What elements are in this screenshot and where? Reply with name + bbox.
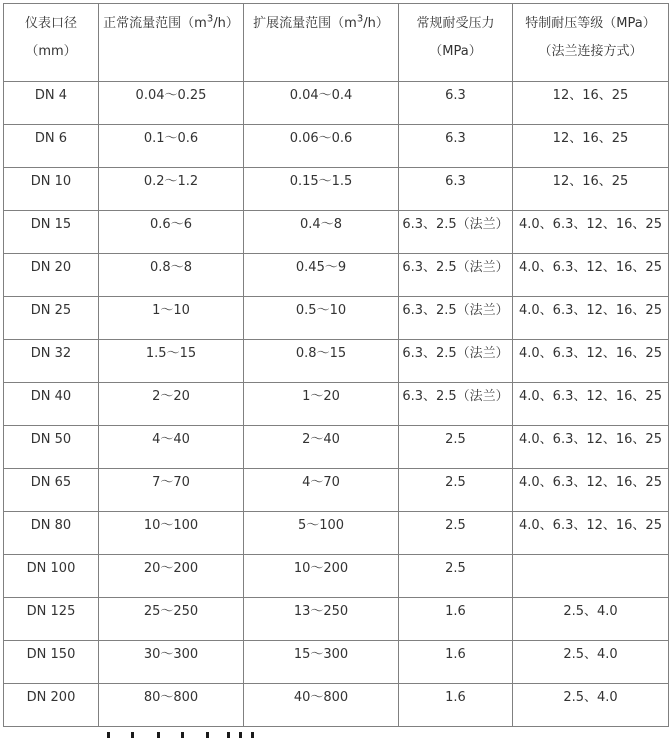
- cell-special-pressure: 4.0、6.3、12、16、25: [513, 211, 669, 254]
- header-extended-suffix: /h）: [363, 16, 389, 31]
- cell-normal-range: 4～40: [99, 426, 244, 469]
- cell-extended-range: 0.15～1.5: [244, 168, 399, 211]
- header-cell-diameter: 仪表口径（mm）: [4, 4, 99, 82]
- table-row: [4, 684, 669, 727]
- cell-normal-range: 1～10: [99, 297, 244, 340]
- cell-normal-range: 20～200: [99, 555, 244, 598]
- cell-dn: DN 15: [4, 211, 99, 254]
- cell-pressure: 2.5: [399, 555, 513, 598]
- cell-dn: DN 80: [4, 512, 99, 555]
- table-row: [4, 297, 669, 340]
- cell-dn: DN 6: [4, 125, 99, 168]
- cell-pressure: 6.3、2.5（法兰）: [399, 383, 513, 426]
- table-row: [4, 383, 669, 426]
- cell-normal-range: 0.6～6: [99, 211, 244, 254]
- cell-extended-range: 5～100: [244, 512, 399, 555]
- cell-dn: DN 40: [4, 383, 99, 426]
- cell-extended-range: 4～70: [244, 469, 399, 512]
- cell-pressure: 1.6: [399, 684, 513, 727]
- header-cell-special-pressure: 特制耐压等级（MPa）（法兰连接方式）: [513, 4, 669, 82]
- cell-extended-range: 10～200: [244, 555, 399, 598]
- table-row: [4, 125, 669, 168]
- header-normal-sup: 3: [206, 13, 214, 25]
- cell-special-pressure: 4.0、6.3、12、16、25: [513, 297, 669, 340]
- header-normal-prefix: 正常流量范围（m: [103, 16, 207, 31]
- cell-extended-range: 40～800: [244, 684, 399, 727]
- cell-dn: DN 200: [4, 684, 99, 727]
- cell-pressure: 2.5: [399, 512, 513, 555]
- header-extended-sup: 3: [356, 13, 364, 25]
- cell-normal-range: 1.5～15: [99, 340, 244, 383]
- cell-extended-range: 0.4～8: [244, 211, 399, 254]
- cell-dn: DN 65: [4, 469, 99, 512]
- cell-normal-range: 0.04～0.25: [99, 82, 244, 125]
- clipped-text-fragment: [0, 732, 671, 738]
- cell-extended-range: 13～250: [244, 598, 399, 641]
- cell-dn: DN 150: [4, 641, 99, 684]
- table-row: [4, 168, 669, 211]
- cell-extended-range: 2～40: [244, 426, 399, 469]
- cell-dn: DN 20: [4, 254, 99, 297]
- header-normal-suffix: /h）: [213, 16, 239, 31]
- cell-dn: DN 100: [4, 555, 99, 598]
- cell-special-pressure: 12、16、25: [513, 82, 669, 125]
- cell-normal-range: 10～100: [99, 512, 244, 555]
- cell-normal-range: 30～300: [99, 641, 244, 684]
- cell-normal-range: 2～20: [99, 383, 244, 426]
- cell-special-pressure: 4.0、6.3、12、16、25: [513, 426, 669, 469]
- cell-pressure: 6.3: [399, 125, 513, 168]
- cell-special-pressure: 4.0、6.3、12、16、25: [513, 254, 669, 297]
- cell-special-pressure: 4.0、6.3、12、16、25: [513, 340, 669, 383]
- table-row: [4, 469, 669, 512]
- cell-pressure: 6.3、2.5（法兰）: [399, 297, 513, 340]
- cell-dn: DN 25: [4, 297, 99, 340]
- table-row: [4, 555, 669, 598]
- cell-special-pressure: 4.0、6.3、12、16、25: [513, 512, 669, 555]
- cell-extended-range: 0.45～9: [244, 254, 399, 297]
- cell-dn: DN 125: [4, 598, 99, 641]
- cell-pressure: 2.5: [399, 426, 513, 469]
- header-row: [4, 4, 669, 82]
- cell-normal-range: 80～800: [99, 684, 244, 727]
- cell-dn: DN 32: [4, 340, 99, 383]
- header-cell-pressure: 常规耐受压力（MPa）: [399, 4, 513, 82]
- cell-extended-range: 0.8～15: [244, 340, 399, 383]
- cell-extended-range: 15～300: [244, 641, 399, 684]
- cell-pressure: 2.5: [399, 469, 513, 512]
- table-row: [4, 340, 669, 383]
- cell-dn: DN 50: [4, 426, 99, 469]
- cell-extended-range: 0.5～10: [244, 297, 399, 340]
- cell-special-pressure: 12、16、25: [513, 168, 669, 211]
- cell-extended-range: 0.04～0.4: [244, 82, 399, 125]
- header-extended-prefix: 扩展流量范围（m: [253, 16, 357, 31]
- cell-special-pressure: 2.5、4.0: [513, 598, 669, 641]
- table-row: [4, 211, 669, 254]
- header-cell-normal-range: [99, 4, 244, 82]
- cell-pressure: 6.3、2.5（法兰）: [399, 211, 513, 254]
- cell-extended-range: 1～20: [244, 383, 399, 426]
- cell-normal-range: 0.1～0.6: [99, 125, 244, 168]
- cell-pressure: 6.3: [399, 168, 513, 211]
- table-row: [4, 82, 669, 125]
- cell-extended-range: 0.06～0.6: [244, 125, 399, 168]
- table-row: [4, 598, 669, 641]
- cell-special-pressure: 4.0、6.3、12、16、25: [513, 383, 669, 426]
- cell-normal-range: 7～70: [99, 469, 244, 512]
- cell-normal-range: 0.8～8: [99, 254, 244, 297]
- cell-pressure: 6.3: [399, 82, 513, 125]
- table-row: [4, 641, 669, 684]
- flow-meter-spec-table: [3, 3, 669, 727]
- header-cell-extended-range: [244, 4, 399, 82]
- cell-pressure: 6.3、2.5（法兰）: [399, 340, 513, 383]
- cell-special-pressure: 12、16、25: [513, 125, 669, 168]
- cell-special-pressure: 4.0、6.3、12、16、25: [513, 469, 669, 512]
- cell-normal-range: 0.2～1.2: [99, 168, 244, 211]
- cell-special-pressure: 2.5、4.0: [513, 684, 669, 727]
- cell-dn: DN 10: [4, 168, 99, 211]
- cell-pressure: 6.3、2.5（法兰）: [399, 254, 513, 297]
- table-row: [4, 426, 669, 469]
- table-row: [4, 254, 669, 297]
- cell-pressure: 1.6: [399, 598, 513, 641]
- cell-special-pressure: [513, 555, 669, 598]
- cell-dn: DN 4: [4, 82, 99, 125]
- cell-pressure: 1.6: [399, 641, 513, 684]
- table-row: [4, 512, 669, 555]
- cell-normal-range: 25～250: [99, 598, 244, 641]
- cell-special-pressure: 2.5、4.0: [513, 641, 669, 684]
